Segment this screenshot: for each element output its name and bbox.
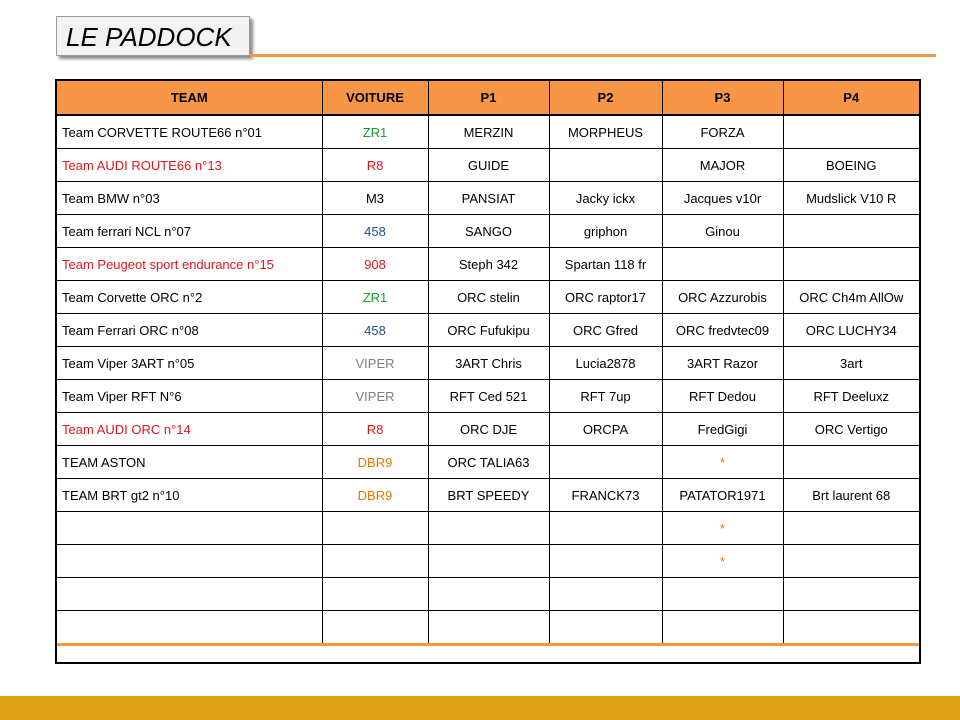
voiture-cell: ZR1: [322, 281, 428, 314]
team-cell: Team Viper 3ART n°05: [57, 347, 322, 380]
table-row: [57, 446, 919, 479]
p3-cell: RFT Dedou: [662, 380, 783, 413]
p4-cell: [783, 611, 919, 645]
voiture-cell: DBR9: [322, 479, 428, 512]
p4-cell: Mudslick V10 R: [783, 182, 919, 215]
title-underline: [250, 54, 936, 57]
p1-cell: RFT Ced 521: [428, 380, 549, 413]
team-cell: Team Peugeot sport endurance n°15: [57, 248, 322, 281]
team-cell: [57, 578, 322, 611]
p3-cell: Ginou: [662, 215, 783, 248]
p3-cell: *: [662, 446, 783, 479]
p3-cell: *: [662, 512, 783, 545]
team-cell: Team AUDI ROUTE66 n°13: [57, 149, 322, 182]
voiture-cell: R8: [322, 413, 428, 446]
team-cell: TEAM ASTON: [57, 446, 322, 479]
voiture-cell: R8: [322, 149, 428, 182]
p2-cell: [549, 611, 662, 645]
paddock-table-frame: [55, 79, 921, 664]
table-row: [57, 149, 919, 182]
p3-cell: *: [662, 545, 783, 578]
p4-cell: [783, 578, 919, 611]
p1-cell: GUIDE: [428, 149, 549, 182]
p1-cell: [428, 512, 549, 545]
p2-cell: Jacky ickx: [549, 182, 662, 215]
p3-cell: Jacques v10r: [662, 182, 783, 215]
table-row: [57, 347, 919, 380]
p2-cell: MORPHEUS: [549, 115, 662, 149]
p3-cell: ORC Azzurobis: [662, 281, 783, 314]
team-cell: Team ferrari NCL n°07: [57, 215, 322, 248]
p3-cell: [662, 248, 783, 281]
p2-cell: ORC raptor17: [549, 281, 662, 314]
table-row: [57, 578, 919, 611]
p1-cell: ORC Fufukipu: [428, 314, 549, 347]
voiture-cell: [322, 545, 428, 578]
p2-cell: FRANCK73: [549, 479, 662, 512]
p4-cell: [783, 115, 919, 149]
team-cell: Team CORVETTE ROUTE66 n°01: [57, 115, 322, 149]
p2-cell: Spartan 118 fr: [549, 248, 662, 281]
team-cell: [57, 611, 322, 645]
table-row: [57, 248, 919, 281]
voiture-cell: [322, 512, 428, 545]
p3-cell: ORC fredvtec09: [662, 314, 783, 347]
p1-cell: ORC stelin: [428, 281, 549, 314]
p4-cell: [783, 446, 919, 479]
p3-cell: [662, 578, 783, 611]
p2-cell: ORCPA: [549, 413, 662, 446]
p4-cell: BOEING: [783, 149, 919, 182]
header-voiture: VOITURE: [322, 81, 428, 115]
team-cell: Team BMW n°03: [57, 182, 322, 215]
header-row: [57, 81, 919, 115]
p4-cell: [783, 215, 919, 248]
team-cell: Team Ferrari ORC n°08: [57, 314, 322, 347]
p3-cell: MAJOR: [662, 149, 783, 182]
header-team: TEAM: [57, 81, 322, 115]
p2-cell: [549, 578, 662, 611]
p1-cell: [428, 611, 549, 645]
table-row: [57, 380, 919, 413]
p1-cell: SANGO: [428, 215, 549, 248]
team-cell: [57, 545, 322, 578]
p4-cell: RFT Deeluxz: [783, 380, 919, 413]
table-row: [57, 314, 919, 347]
p1-cell: [428, 578, 549, 611]
voiture-cell: 458: [322, 314, 428, 347]
p4-cell: 3art: [783, 347, 919, 380]
p1-cell: [428, 545, 549, 578]
p2-cell: [549, 149, 662, 182]
table-row: [57, 182, 919, 215]
voiture-cell: DBR9: [322, 446, 428, 479]
p2-cell: [549, 512, 662, 545]
team-cell: Team AUDI ORC n°14: [57, 413, 322, 446]
footer-bar: [0, 696, 960, 720]
team-cell: Team Viper RFT N°6: [57, 380, 322, 413]
table-row: [57, 115, 919, 149]
p1-cell: PANSIAT: [428, 182, 549, 215]
voiture-cell: VIPER: [322, 380, 428, 413]
team-cell: [57, 512, 322, 545]
p4-cell: [783, 545, 919, 578]
p1-cell: ORC DJE: [428, 413, 549, 446]
p4-cell: ORC LUCHY34: [783, 314, 919, 347]
p1-cell: BRT SPEEDY: [428, 479, 549, 512]
p4-cell: ORC Ch4m AllOw: [783, 281, 919, 314]
voiture-cell: [322, 611, 428, 645]
p2-cell: [549, 446, 662, 479]
p1-cell: Steph 342: [428, 248, 549, 281]
p2-cell: griphon: [549, 215, 662, 248]
voiture-cell: [322, 578, 428, 611]
team-cell: Team Corvette ORC n°2: [57, 281, 322, 314]
header-p2: P2: [549, 81, 662, 115]
p2-cell: Lucia2878: [549, 347, 662, 380]
header-p4: P4: [783, 81, 919, 115]
p2-cell: RFT 7up: [549, 380, 662, 413]
table-row: [57, 512, 919, 545]
p3-cell: 3ART Razor: [662, 347, 783, 380]
p3-cell: PATATOR1971: [662, 479, 783, 512]
paddock-table: [57, 81, 919, 646]
header-p3: P3: [662, 81, 783, 115]
voiture-cell: 458: [322, 215, 428, 248]
p4-cell: [783, 248, 919, 281]
voiture-cell: 908: [322, 248, 428, 281]
voiture-cell: M3: [322, 182, 428, 215]
team-cell: TEAM BRT gt2 n°10: [57, 479, 322, 512]
table-row: [57, 479, 919, 512]
table-row: [57, 611, 919, 645]
table-row: [57, 281, 919, 314]
p3-cell: [662, 611, 783, 645]
voiture-cell: ZR1: [322, 115, 428, 149]
voiture-cell: VIPER: [322, 347, 428, 380]
table-row: [57, 545, 919, 578]
table-row: [57, 413, 919, 446]
header-p1: P1: [428, 81, 549, 115]
p4-cell: ORC Vertigo: [783, 413, 919, 446]
p1-cell: MERZIN: [428, 115, 549, 149]
p3-cell: FredGigi: [662, 413, 783, 446]
p1-cell: 3ART Chris: [428, 347, 549, 380]
p4-cell: Brt laurent 68: [783, 479, 919, 512]
p2-cell: ORC Gfred: [549, 314, 662, 347]
p4-cell: [783, 512, 919, 545]
p2-cell: [549, 545, 662, 578]
p3-cell: FORZA: [662, 115, 783, 149]
page-title: LE PADDOCK: [56, 16, 250, 56]
p1-cell: ORC TALIA63: [428, 446, 549, 479]
table-row: [57, 215, 919, 248]
